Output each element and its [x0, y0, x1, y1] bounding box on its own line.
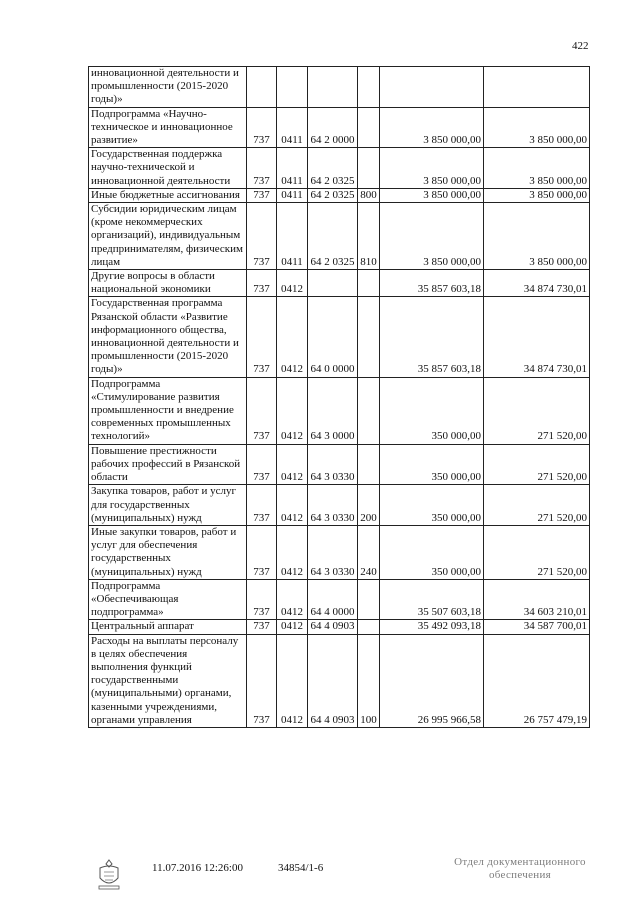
- footer-timestamp: 11.07.2016 12:26:00: [152, 862, 243, 874]
- amount-year1-cell: 350 000,00: [380, 485, 484, 526]
- section-code-cell: 0412: [277, 297, 308, 377]
- table-row: [89, 148, 590, 189]
- amount-year1-cell: 35 492 093,18: [380, 620, 484, 634]
- section-code-cell: 0412: [277, 270, 308, 297]
- amount-year2-cell: 271 520,00: [484, 525, 590, 579]
- department-stamp: [445, 856, 595, 882]
- budget-table: [88, 66, 590, 728]
- expense-type-cell: [358, 579, 380, 620]
- target-article-cell: 64 4 0903: [308, 620, 358, 634]
- expense-name-cell: Иные бюджетные ассигнования: [89, 188, 247, 202]
- amount-year1-cell: 350 000,00: [380, 377, 484, 444]
- amount-year1-cell: 3 850 000,00: [380, 107, 484, 148]
- amount-year1-cell: 3 850 000,00: [380, 203, 484, 270]
- target-article-cell: [308, 270, 358, 297]
- ministry-code-cell: 737: [247, 107, 277, 148]
- section-code-cell: 0412: [277, 485, 308, 526]
- expense-type-cell: 200: [358, 485, 380, 526]
- page-footer: [0, 850, 640, 905]
- expense-name-cell: Иные закупки товаров, работ и услуг для обеспечения государственных (муниципальных) нужд: [89, 525, 247, 579]
- expense-name-cell: Субсидии юридическим лицам (кроме некоммерческих организаций), индивидуальным предпринимателям, физическим лицам: [89, 203, 247, 270]
- amount-year2-cell: 3 850 000,00: [484, 148, 590, 189]
- expense-type-cell: [358, 67, 380, 108]
- amount-year2-cell: 271 520,00: [484, 485, 590, 526]
- ministry-code-cell: 737: [247, 148, 277, 189]
- ministry-code-cell: 737: [247, 377, 277, 444]
- expense-type-cell: [358, 270, 380, 297]
- ministry-code-cell: 737: [247, 634, 277, 727]
- section-code-cell: 0411: [277, 107, 308, 148]
- ministry-code-cell: 737: [247, 525, 277, 579]
- amount-year2-cell: 3 850 000,00: [484, 107, 590, 148]
- expense-name-cell: Повышение престижности рабочих профессий в Рязанской области: [89, 444, 247, 485]
- target-article-cell: 64 4 0000: [308, 579, 358, 620]
- ministry-code-cell: 737: [247, 579, 277, 620]
- expense-type-cell: 100: [358, 634, 380, 727]
- table-row: [89, 188, 590, 202]
- section-code-cell: 0411: [277, 148, 308, 189]
- target-article-cell: 64 2 0325: [308, 188, 358, 202]
- expense-name-cell: Подпрограмма «Научно-техническое и инновационное развитие»: [89, 107, 247, 148]
- target-article-cell: 64 0 0000: [308, 297, 358, 377]
- table-row: [89, 444, 590, 485]
- expense-name-cell: Подпрограмма «Обеспечивающая подпрограмма»: [89, 579, 247, 620]
- expense-type-cell: [358, 148, 380, 189]
- section-code-cell: 0412: [277, 525, 308, 579]
- amount-year1-cell: 3 850 000,00: [380, 148, 484, 189]
- coat-of-arms-icon: [96, 858, 122, 892]
- expense-name-cell: Закупка товаров, работ и услуг для государственных (муниципальных) нужд: [89, 485, 247, 526]
- page-number: 422: [572, 40, 589, 52]
- target-article-cell: 64 4 0903: [308, 634, 358, 727]
- ministry-code-cell: 737: [247, 444, 277, 485]
- expense-name-cell: Центральный аппарат: [89, 620, 247, 634]
- table-row: [89, 485, 590, 526]
- amount-year1-cell: 350 000,00: [380, 525, 484, 579]
- footer-doc-number: 34854/1-6: [278, 862, 324, 874]
- target-article-cell: 64 3 0330: [308, 525, 358, 579]
- expense-type-cell: [358, 297, 380, 377]
- amount-year1-cell: 35 857 603,18: [380, 270, 484, 297]
- amount-year2-cell: 34 874 730,01: [484, 270, 590, 297]
- ministry-code-cell: 737: [247, 203, 277, 270]
- expense-type-cell: [358, 620, 380, 634]
- target-article-cell: 64 3 0330: [308, 485, 358, 526]
- ministry-code-cell: 737: [247, 485, 277, 526]
- ministry-code-cell: 737: [247, 297, 277, 377]
- target-article-cell: 64 2 0325: [308, 148, 358, 189]
- section-code-cell: 0412: [277, 579, 308, 620]
- section-code-cell: [277, 67, 308, 108]
- expense-name-cell: Государственная программа Рязанской области «Развитие информационного общества, инновационной деятельности и промышленности (2015-2020 годы)»: [89, 297, 247, 377]
- expense-type-cell: [358, 107, 380, 148]
- table-row: [89, 270, 590, 297]
- expense-name-cell: инновационной деятельности и промышленности (2015-2020 годы)»: [89, 67, 247, 108]
- section-code-cell: 0412: [277, 620, 308, 634]
- amount-year2-cell: 3 850 000,00: [484, 188, 590, 202]
- amount-year1-cell: 26 995 966,58: [380, 634, 484, 727]
- target-article-cell: [308, 67, 358, 108]
- amount-year2-cell: 34 874 730,01: [484, 297, 590, 377]
- amount-year2-cell: 3 850 000,00: [484, 203, 590, 270]
- target-article-cell: 64 2 0000: [308, 107, 358, 148]
- amount-year1-cell: 3 850 000,00: [380, 188, 484, 202]
- amount-year2-cell: 271 520,00: [484, 377, 590, 444]
- table-row: [89, 203, 590, 270]
- expense-type-cell: [358, 377, 380, 444]
- ministry-code-cell: 737: [247, 188, 277, 202]
- expense-name-cell: Другие вопросы в области национальной экономики: [89, 270, 247, 297]
- expense-type-cell: 240: [358, 525, 380, 579]
- amount-year2-cell: 34 587 700,01: [484, 620, 590, 634]
- stamp-line-2: обеспечения: [488, 869, 552, 881]
- expense-name-cell: Подпрограмма «Стимулирование развития промышленности и внедрение современных промышленных технологий»: [89, 377, 247, 444]
- section-code-cell: 0412: [277, 444, 308, 485]
- table-row: [89, 107, 590, 148]
- expense-type-cell: 800: [358, 188, 380, 202]
- ministry-code-cell: 737: [247, 620, 277, 634]
- table-row: [89, 377, 590, 444]
- amount-year2-cell: 271 520,00: [484, 444, 590, 485]
- ministry-code-cell: [247, 67, 277, 108]
- amount-year1-cell: 350 000,00: [380, 444, 484, 485]
- expense-name-cell: Государственная поддержка научно-технической и инновационной деятельности: [89, 148, 247, 189]
- amount-year2-cell: [484, 67, 590, 108]
- table-row: [89, 579, 590, 620]
- section-code-cell: 0412: [277, 634, 308, 727]
- target-article-cell: 64 3 0000: [308, 377, 358, 444]
- amount-year1-cell: 35 507 603,18: [380, 579, 484, 620]
- amount-year1-cell: [380, 67, 484, 108]
- target-article-cell: 64 2 0325: [308, 203, 358, 270]
- section-code-cell: 0411: [277, 203, 308, 270]
- amount-year2-cell: 34 603 210,01: [484, 579, 590, 620]
- amount-year2-cell: 26 757 479,19: [484, 634, 590, 727]
- table-row: [89, 297, 590, 377]
- expense-type-cell: 810: [358, 203, 380, 270]
- table-row: [89, 525, 590, 579]
- section-code-cell: 0412: [277, 377, 308, 444]
- table-row: [89, 620, 590, 634]
- ministry-code-cell: 737: [247, 270, 277, 297]
- expense-name-cell: Расходы на выплаты персоналу в целях обеспечения выполнения функций государственными (муниципальными) органами, казенными учреждениями, органами управления: [89, 634, 247, 727]
- amount-year1-cell: 35 857 603,18: [380, 297, 484, 377]
- stamp-line-1: Отдел документационного: [454, 856, 586, 868]
- expense-type-cell: [358, 444, 380, 485]
- budget-table-body: [89, 67, 590, 728]
- table-row: [89, 67, 590, 108]
- target-article-cell: 64 3 0330: [308, 444, 358, 485]
- section-code-cell: 0411: [277, 188, 308, 202]
- table-row: [89, 634, 590, 727]
